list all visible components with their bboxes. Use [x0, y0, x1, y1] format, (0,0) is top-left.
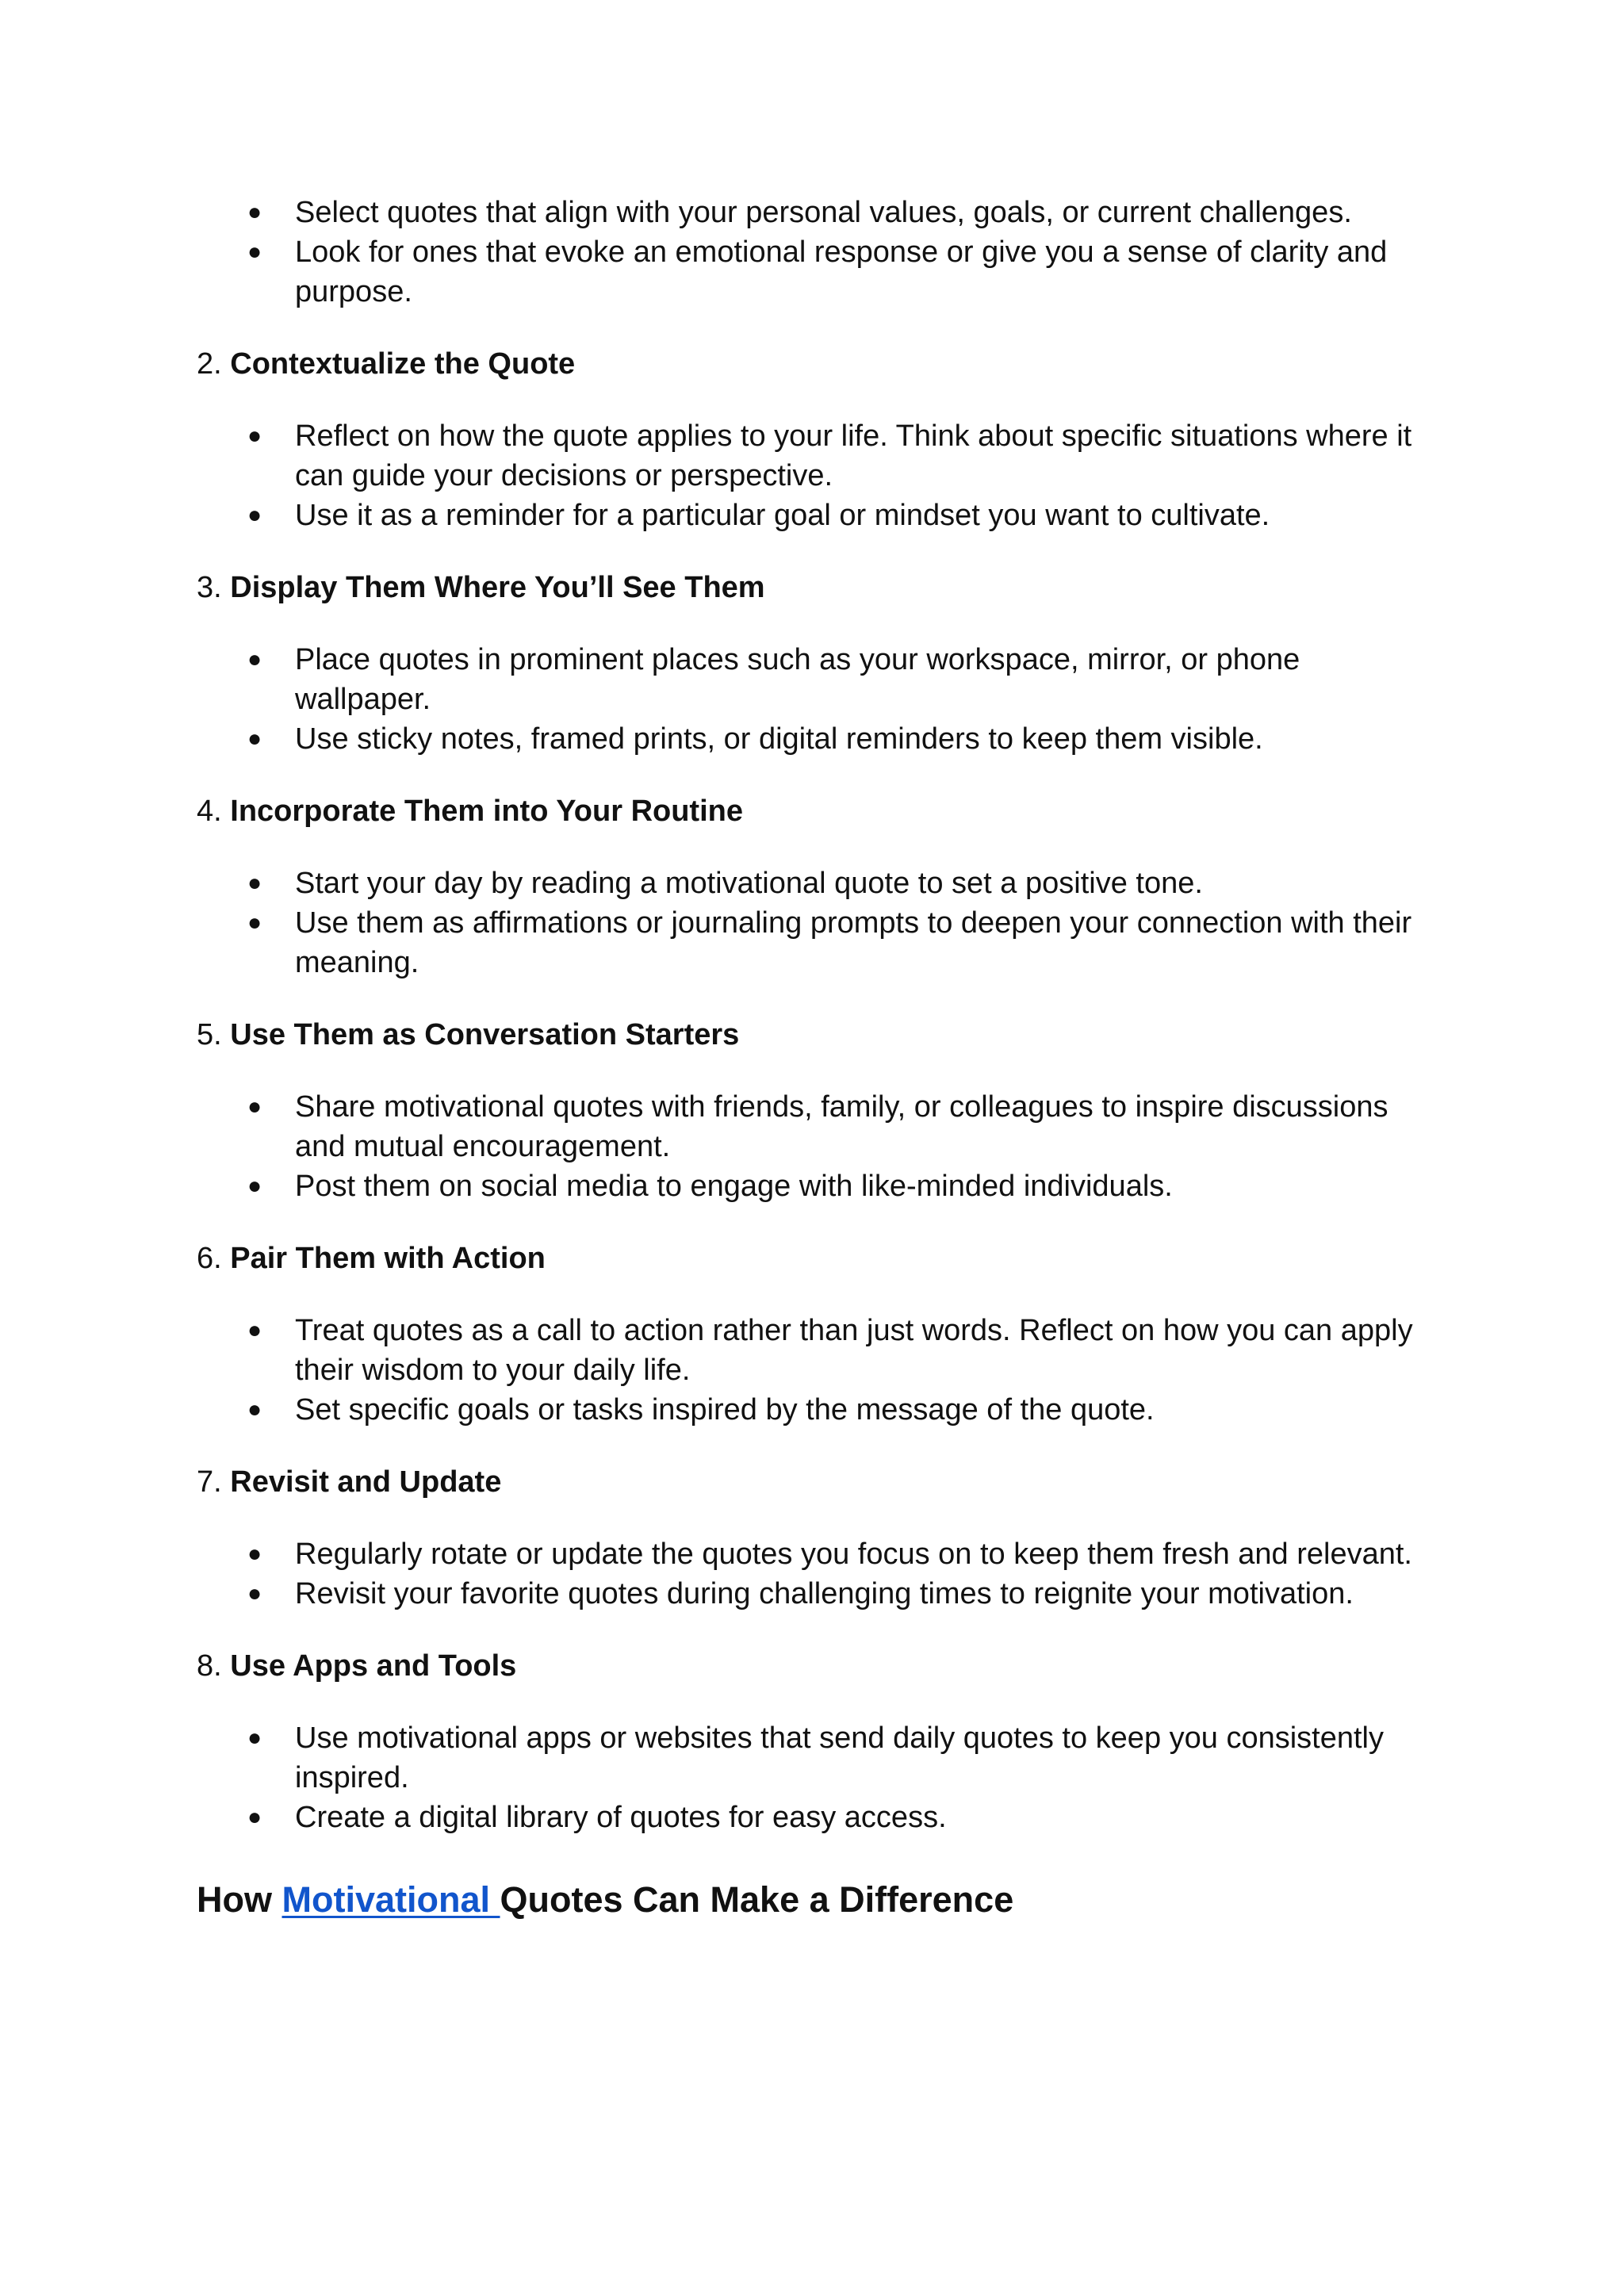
bullet-icon: ● — [247, 1396, 262, 1423]
list-item — [197, 903, 1434, 982]
bullet-icon: ● — [247, 1317, 262, 1343]
section-bullet-list — [197, 416, 1434, 535]
document-content — [197, 193, 1434, 1953]
bullet-text: Reflect on how the quote applies to your life. Think about specific situations where it can guide your decisions or perspective. — [295, 419, 1412, 492]
list-item — [197, 416, 1434, 496]
section-title: Revisit and Update — [230, 1465, 502, 1499]
section-heading — [197, 1239, 1434, 1278]
bullet-text: Share motivational quotes with friends, family, or colleagues to inspire discussions and mutual encouragement. — [295, 1090, 1388, 1163]
list-item — [197, 1087, 1434, 1166]
section-number: 2. — [197, 347, 222, 381]
bullet-text: Use sticky notes, framed prints, or digital reminders to keep them visible. — [295, 722, 1263, 756]
section-heading — [197, 568, 1434, 607]
bullet-icon: ● — [247, 239, 262, 265]
list-item — [197, 1798, 1434, 1837]
bullet-icon: ● — [247, 502, 262, 528]
list-item — [197, 1534, 1434, 1574]
section-title: Display Them Where You’ll See Them — [230, 571, 765, 604]
section-title: Contextualize the Quote — [230, 347, 576, 381]
bullet-text: Use it as a reminder for a particular goal or mindset you want to cultivate. — [295, 499, 1270, 532]
bullet-text: Select quotes that align with your personal values, goals, or current challenges. — [295, 196, 1352, 229]
section-heading — [197, 791, 1434, 831]
list-item — [197, 193, 1434, 232]
section-bullet-list — [197, 864, 1434, 982]
bullet-text: Look for ones that evoke an emotional response or give you a sense of clarity and purpose. — [295, 236, 1388, 308]
section-bullet-list — [197, 640, 1434, 759]
section-bullet-list — [197, 1534, 1434, 1614]
bullet-text: Set specific goals or tasks inspired by the message of the quote. — [295, 1393, 1155, 1427]
section-number: 4. — [197, 795, 222, 828]
intro-bullet-list — [197, 193, 1434, 312]
section-heading-h2 — [197, 1876, 1434, 1924]
bullet-text: Revisit your favorite quotes during challenging times to reignite your motivation. — [295, 1577, 1354, 1610]
section-bullet-list — [197, 1718, 1434, 1837]
section-title: Use Apps and Tools — [230, 1649, 517, 1683]
heading-suffix: Quotes Can Make a Difference — [500, 1879, 1014, 1920]
section-title: Pair Them with Action — [230, 1242, 546, 1275]
section-7 — [197, 1462, 1434, 1614]
bullet-text: Regularly rotate or update the quotes you focus on to keep them fresh and relevant. — [295, 1538, 1412, 1571]
list-item — [197, 232, 1434, 312]
bullet-icon: ● — [247, 646, 262, 672]
bullet-icon: ● — [247, 1804, 262, 1830]
bullet-icon: ● — [247, 1541, 262, 1567]
section-number: 5. — [197, 1018, 222, 1051]
section-heading — [197, 1015, 1434, 1055]
bullet-icon: ● — [247, 1173, 262, 1199]
bullet-icon: ● — [247, 870, 262, 896]
list-item — [197, 719, 1434, 759]
list-item — [197, 1166, 1434, 1206]
list-item — [197, 1390, 1434, 1430]
list-item — [197, 1718, 1434, 1798]
list-item — [197, 1311, 1434, 1390]
section-heading — [197, 344, 1434, 384]
bullet-text: Post them on social media to engage with like-minded individuals. — [295, 1170, 1173, 1203]
section-4 — [197, 791, 1434, 982]
motivational-link[interactable]: Motivational — [282, 1879, 500, 1920]
list-item — [197, 864, 1434, 903]
section-5 — [197, 1015, 1434, 1206]
bullet-icon: ● — [247, 1093, 262, 1120]
section-number: 7. — [197, 1465, 222, 1499]
list-item — [197, 640, 1434, 719]
bullet-text: Create a digital library of quotes for easy access. — [295, 1801, 947, 1834]
section-title: Incorporate Them into Your Routine — [230, 795, 743, 828]
bullet-icon: ● — [247, 1725, 262, 1751]
section-8 — [197, 1646, 1434, 1837]
bullet-text: Place quotes in prominent places such as your workspace, mirror, or phone wallpaper. — [295, 643, 1300, 716]
bullet-text: Use them as affirmations or journaling prompts to deepen your connection with their meaning. — [295, 906, 1412, 979]
bullet-text: Treat quotes as a call to action rather than just words. Reflect on how you can apply their wisdom to your daily life. — [295, 1314, 1413, 1387]
list-item — [197, 1574, 1434, 1614]
bullet-icon: ● — [247, 726, 262, 752]
section-heading — [197, 1646, 1434, 1686]
section-3 — [197, 568, 1434, 759]
section-number: 3. — [197, 571, 222, 604]
section-6 — [197, 1239, 1434, 1430]
section-bullet-list — [197, 1087, 1434, 1206]
section-number: 8. — [197, 1649, 222, 1683]
section-number: 6. — [197, 1242, 222, 1275]
bullet-icon: ● — [247, 423, 262, 449]
section-bullet-list — [197, 1311, 1434, 1430]
bullet-icon: ● — [247, 199, 262, 225]
bullet-icon: ● — [247, 910, 262, 936]
bullet-text: Use motivational apps or websites that send daily quotes to keep you consistently inspired. — [295, 1721, 1384, 1794]
heading-prefix: How — [197, 1879, 282, 1920]
bullet-icon: ● — [247, 1580, 262, 1607]
section-2 — [197, 344, 1434, 535]
bullet-text: Start your day by reading a motivational quote to set a positive tone. — [295, 867, 1203, 900]
section-heading — [197, 1462, 1434, 1502]
section-title: Use Them as Conversation Starters — [230, 1018, 740, 1051]
list-item — [197, 496, 1434, 535]
